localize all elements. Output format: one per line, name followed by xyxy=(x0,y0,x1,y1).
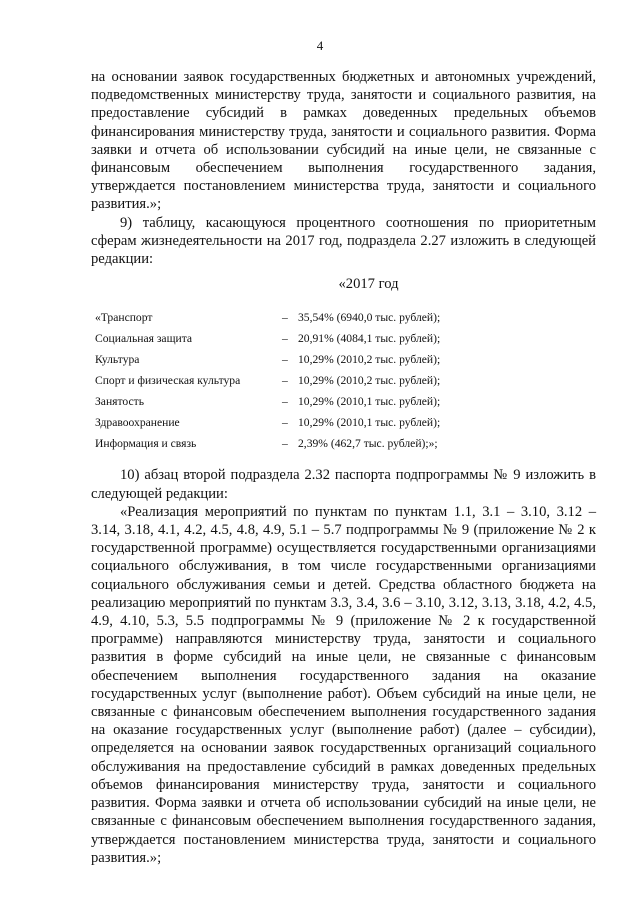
paragraph-continuation: на основании заявок государственных бюджетных и автономных учреждений, подведомственных министерству труда, занятости и социального развития, на предоставление субсидий в рамках доведенных предельных объемов финансирования министерству труда, занятости и социального развития. Форма заявки и отчета об использовании субсидий на иные цели, не связанные с финансовым обеспечением выполнения государственного задания, утверждается постановлением министерства труда, занятости и социального развития.»; xyxy=(91,69,596,213)
table-cell-area: Культура xyxy=(95,352,140,366)
table-cell-area: Здравоохранение xyxy=(95,415,180,429)
document-body xyxy=(91,68,596,867)
table-cell-value: 10,29% (2010,2 тыс. рублей); xyxy=(298,352,441,366)
table-row xyxy=(95,328,440,349)
table-row xyxy=(95,370,440,391)
table-cell-area: Занятость xyxy=(95,394,144,408)
table-row xyxy=(95,307,440,328)
table-cell-dash: – xyxy=(282,394,288,408)
table-cell-area: «Транспорт xyxy=(95,310,153,324)
table-cell-dash: – xyxy=(282,436,288,450)
priority-areas-table xyxy=(95,307,440,454)
table-heading: «2017 год xyxy=(338,276,399,293)
table-cell-dash: – xyxy=(282,415,288,429)
table-row xyxy=(95,433,440,454)
table-cell-value: 35,54% (6940,0 тыс. рублей); xyxy=(298,310,441,324)
table-cell-dash: – xyxy=(282,331,288,345)
table-row xyxy=(95,412,440,433)
table-cell-value: 2,39% (462,7 тыс. рублей);»; xyxy=(298,436,438,450)
table-cell-dash: – xyxy=(282,352,288,366)
table-cell-value: 20,91% (4084,1 тыс. рублей); xyxy=(298,331,441,345)
quoted-paragraph: «Реализация мероприятий по пунктам по пунктам 1.1, 3.1 – 3.10, 3.12 – 3.14, 3.18, 4.1, 4.2, 4.5, 4.8, 4.9, 5.1 – 5.7 подпрограммы № 9 (приложение № 2 к государственной программе) осуществляется государственными организациями социального обслуживания, в том числе государственными организациями социального обслуживания семьи и детей. Средства областного бюджета на реализацию мероприятий по пунктам 3.3, 3.4, 3.6 – 3.10, 3.12, 3.13, 3.18, 4.2, 4.5, 4.9, 4.10, 5.3, 5.5 подпрограммы № 9 (приложение № 2 к государственной программе) направляются министерству труда, занятости и социального развития в форме субсидий на иные цели, не связанные с финансовым обеспечением выполнения государственного задания на оказание государственных услуг (выполнение работ). Объем субсидий на иные цели, не связанные с финансовым обеспечением выполнения государственного задания на оказание государственных услуг (выполнение работ) (далее – субсидии), определяется на основании заявок государственных организаций социального обслуживания на предоставление субсидий в рамках доведенных предельных объемов финансирования министерству труда, занятости и социального развития. Форма заявки и отчета об использовании субсидий на иные цели, не связанные с финансовым обеспечением выполнения государственного задания, утверждается постановлением министерства труда, занятости и социального развития.»; xyxy=(91,503,596,866)
table-row xyxy=(95,349,440,370)
table-cell-area: Спорт и физическая культура xyxy=(95,373,241,387)
list-item-9: 9) таблицу, касающуюся процентного соотношения по приоритетным сферам жизнедеятельности на 2017 год, подраздела 2.27 изложить в следующей редакции: xyxy=(91,214,596,268)
table-cell-value: 10,29% (2010,2 тыс. рублей); xyxy=(298,373,441,387)
page-number: 4 xyxy=(316,38,324,53)
table-row xyxy=(95,391,440,412)
table-cell-area: Информация и связь xyxy=(95,436,197,450)
table-cell-area: Социальная защита xyxy=(95,331,193,345)
list-item-10: 10) абзац второй подраздела 2.32 паспорта подпрограммы № 9 изложить в следующей редакции: xyxy=(91,467,596,502)
priority-areas-rows xyxy=(95,307,440,454)
table-cell-value: 10,29% (2010,1 тыс. рублей); xyxy=(298,394,441,408)
table-cell-value: 10,29% (2010,1 тыс. рублей); xyxy=(298,415,441,429)
table-cell-dash: – xyxy=(282,310,288,324)
table-cell-dash: – xyxy=(282,373,288,387)
